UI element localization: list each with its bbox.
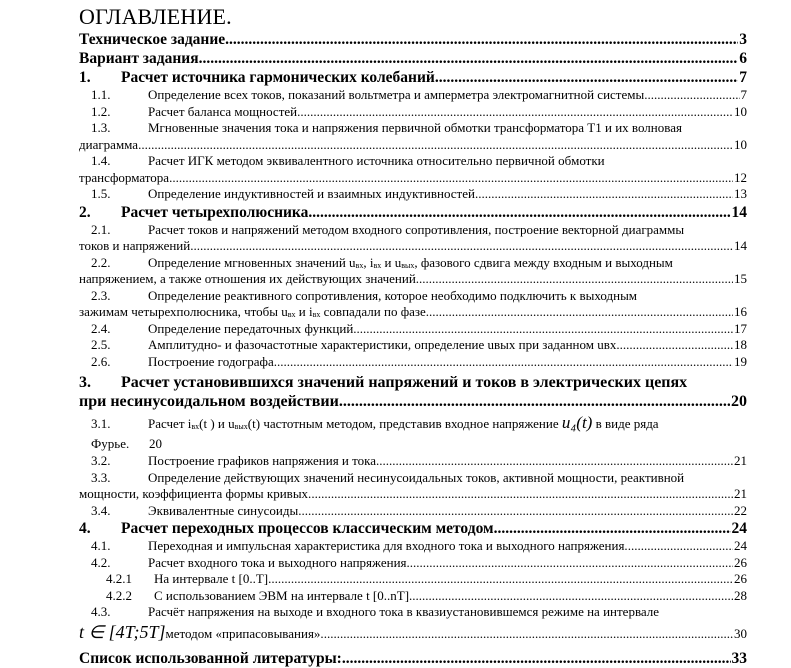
toc-entry-text: Расчет токов и напряжений методом входного сопротивления, построение векторной диаграммы	[148, 221, 685, 237]
toc-page-number: 20	[731, 393, 747, 410]
text-part: , i	[363, 254, 374, 270]
toc-entry-text: Список использованной литературы:	[79, 649, 342, 667]
leader-dots	[410, 555, 733, 572]
toc-entry-text-continued: при несинусоидальном воздействии.	[79, 393, 343, 410]
leader-dots	[343, 392, 730, 411]
toc-entry-number: 2.6.	[91, 353, 111, 369]
text-part: зажимам четырехполюсника, чтобы u	[79, 304, 288, 319]
toc-entry-text: Определение всех токов, показаний вольтметра и амперметра электромагнитной системы.	[148, 87, 648, 102]
formula-u4t: u₄(t)	[561, 413, 593, 432]
toc-entry-2-1[interactable]	[79, 222, 747, 255]
toc-entry-number: 1.	[79, 69, 91, 86]
toc-entry-1-2[interactable]	[79, 104, 747, 121]
text-part: совпадали по фазе.	[320, 304, 430, 319]
leader-dots	[620, 337, 733, 354]
toc-entry-number: 3.	[79, 374, 91, 391]
leader-dots	[324, 623, 733, 643]
toc-page-number: 26	[734, 571, 747, 586]
toc-entry-number: 4.2.	[91, 554, 111, 570]
toc-entry-text: Расчет установившихся значений напряжений и токов в электрических цепях	[121, 374, 688, 391]
toc-entry-4[interactable]	[79, 519, 747, 538]
toc-entry-text	[148, 255, 673, 272]
toc-entry-1-3[interactable]	[79, 120, 747, 153]
toc-entry-text-continued	[79, 304, 429, 321]
toc-page-number: 14	[734, 238, 747, 253]
toc-title: ОГЛАВЛЕНИЕ.	[79, 4, 232, 29]
toc-entry-number: 1.5.	[91, 186, 111, 201]
subscript: вх	[312, 310, 321, 319]
toc-entry-2-3[interactable]	[79, 288, 747, 321]
toc-entry-text-continued: мощности, коэффициента формы кривых.	[79, 486, 312, 501]
formula-interval: t ∈ [4T;5T]	[79, 621, 166, 642]
toc-entry-text: Определение передаточных функций	[148, 320, 354, 336]
leader-dots	[429, 304, 733, 321]
toc-entry-technical-task[interactable]	[79, 30, 747, 49]
leader-dots	[308, 203, 730, 222]
leader-dots	[342, 649, 731, 668]
toc-entry-text: Определение индуктивностей и взаимных индуктивностей.	[148, 186, 479, 201]
toc-entry-number: 3.4.	[91, 502, 111, 518]
toc-entry-text: На интервале t [0..T].	[154, 571, 272, 586]
toc-entry-text-continued: трансформатора.	[79, 169, 173, 185]
toc-page-number: 16	[734, 304, 747, 319]
toc-entry-text: С использованием ЭВМ на интервале t [0..nT].	[154, 587, 413, 603]
toc-page-number: 6	[739, 50, 747, 67]
leader-dots	[497, 519, 730, 538]
leader-dots	[193, 238, 733, 255]
toc-page-number: 22	[734, 502, 747, 518]
toc-entry-text: Эквивалентные синусоиды.	[148, 502, 302, 518]
text-part: (t ) и u	[199, 416, 235, 431]
toc-entry-text: Расчет источника гармонических колебаний	[121, 69, 435, 86]
table-of-contents	[79, 0, 747, 668]
toc-entry-3-1[interactable]	[79, 411, 747, 453]
toc-entry-number: 2.1.	[91, 221, 111, 237]
leader-dots	[141, 137, 733, 154]
toc-page-number: 3	[739, 31, 747, 48]
toc-entry-text: Расчет переходных процессов классическим методом.	[121, 520, 498, 537]
toc-page-number: 30	[734, 625, 747, 641]
toc-page-number: 15	[734, 271, 747, 286]
toc-page-number: 12	[734, 169, 747, 185]
leader-dots	[412, 588, 733, 605]
toc-page-number: 10	[734, 103, 747, 119]
toc-page-number: 14	[731, 203, 747, 221]
leader-dots	[628, 538, 733, 555]
toc-entry-text	[148, 411, 659, 433]
toc-entry-3[interactable]	[79, 373, 747, 411]
text-part: Определение мгновенных значений u	[148, 254, 356, 270]
toc-entry-3-2[interactable]	[79, 453, 747, 470]
text-part: , фазового сдвига между входным и выходным	[414, 254, 673, 270]
toc-entry-number: 4.	[79, 520, 91, 537]
toc-page-number: 26	[734, 554, 747, 570]
leader-dots	[416, 271, 733, 288]
leader-dots	[300, 104, 733, 121]
leader-dots	[172, 170, 733, 187]
toc-entry-text: Переходная и импульсная характеристика для входного тока и выходного напряжения.	[148, 538, 628, 553]
subscript: вх	[287, 310, 296, 319]
toc-entry-number: 2.	[79, 203, 91, 221]
toc-entry-text: Расчет входного тока и выходного напряжения.	[148, 554, 410, 570]
toc-entry-text: Мгновенные значения тока и напряжения первичной обмотки трансформатора Т1 и их волновая	[148, 120, 682, 135]
toc-entry-3-4[interactable]	[79, 503, 747, 520]
toc-entry-2-4[interactable]	[79, 321, 747, 338]
toc-page-number: 10	[734, 136, 747, 152]
toc-entry-1-1[interactable]	[79, 87, 747, 104]
toc-page-number: 28	[734, 587, 747, 603]
toc-entry-number: 1.3.	[91, 120, 111, 135]
text-part: Расчет i	[148, 416, 192, 431]
toc-page-number: 17	[734, 320, 747, 336]
leader-dots	[379, 453, 733, 470]
leader-dots	[478, 186, 733, 203]
toc-entry-4-2-1[interactable]	[79, 571, 747, 588]
toc-entry-number: 4.2.2	[106, 587, 132, 603]
toc-entry-text: Определение реактивного сопротивления, которое необходимо подключить к выходным	[148, 287, 638, 303]
toc-page-number: 24	[734, 538, 747, 553]
toc-entry-4-2-2[interactable]	[79, 588, 747, 605]
leader-dots	[311, 486, 733, 503]
toc-entry-number: 2.2.	[91, 254, 111, 270]
toc-entry-text-continued: диаграмма.	[79, 136, 142, 152]
toc-entry-number: 4.3.	[91, 604, 111, 619]
leader-dots	[229, 30, 738, 49]
toc-entry-number: 2.5.	[91, 337, 111, 352]
leader-dots	[277, 354, 733, 371]
subscript: вых	[401, 260, 415, 270]
subscript: вх	[191, 422, 200, 431]
leader-dots	[271, 571, 733, 588]
toc-page-number: 24	[731, 520, 747, 537]
toc-entry-text: Расчет баланса мощностей.	[148, 103, 301, 119]
toc-page-number: 7	[739, 69, 747, 86]
toc-entry-2[interactable]	[79, 203, 747, 222]
toc-page-number: 33	[731, 649, 747, 667]
leader-dots	[353, 321, 733, 338]
text-part: и i	[295, 304, 313, 319]
toc-entry-4-2[interactable]	[79, 555, 747, 572]
text-part: (t) частотным методом, представив входное напряжение	[247, 416, 562, 431]
toc-entry-number: 1.2.	[91, 103, 111, 119]
toc-entry-number: 2.3.	[91, 287, 111, 303]
text-part: и u	[381, 254, 402, 270]
toc-entry-4-3[interactable]	[79, 604, 747, 643]
toc-entry-text-continued: токов и напряжений.	[79, 238, 194, 253]
toc-entry-3-3[interactable]	[79, 470, 747, 503]
toc-entry-text: Вариант задания.	[79, 50, 203, 67]
toc-entry-text-continued: напряжением, а также отношения их действующих значений	[79, 271, 416, 286]
toc-entry-number: 4.1.	[91, 538, 111, 553]
toc-entry-number: 3.2.	[91, 453, 111, 468]
toc-page-number: 20	[149, 436, 162, 451]
toc-entry-2-6[interactable]	[79, 354, 747, 371]
toc-page-number: 21	[734, 486, 747, 501]
toc-entry-text: Амплитудно- и фазочастотные характеристики, определение uвых при заданном uвх.	[148, 337, 620, 352]
toc-entry-number: 3.3.	[91, 469, 111, 485]
leader-dots	[647, 87, 739, 104]
toc-entry-text: Расчёт напряжения на выходе и входного тока в квазиустановившемся режиме на интервале	[148, 604, 660, 619]
toc-entry-number: 4.2.1	[106, 571, 132, 586]
toc-entry-text: Определение действующих значений несинусоидальных токов, активной мощности, реактивной	[148, 469, 685, 485]
toc-entry-text-continued: Фурье.	[91, 436, 130, 451]
toc-entry-number: 3.1.	[91, 416, 111, 431]
toc-entry-number: 1.4.	[91, 153, 111, 168]
subscript: вх	[355, 260, 364, 270]
toc-entry-number: 2.4.	[91, 320, 111, 336]
toc-page-number: 13	[734, 186, 747, 201]
text-part: в виде ряда	[592, 416, 659, 431]
toc-entry-1-5[interactable]	[79, 186, 747, 203]
toc-entry-4-1[interactable]	[79, 538, 747, 555]
toc-entry-2-2[interactable]	[79, 255, 747, 288]
toc-entry-text: Техническое задание.	[79, 31, 230, 48]
toc-page-number: 19	[734, 353, 747, 369]
leader-dots	[435, 68, 738, 87]
toc-entry-2-5[interactable]	[79, 337, 747, 354]
toc-entry-text: Построение графиков напряжения и тока.	[148, 453, 380, 468]
toc-entry-references[interactable]	[79, 649, 747, 668]
toc-entry-text-continued: методом «припасовывания».	[165, 625, 324, 641]
toc-entry-1[interactable]	[79, 68, 747, 87]
leader-dots	[301, 503, 733, 520]
toc-page-number: 18	[734, 337, 747, 352]
toc-page-number: 21	[734, 453, 747, 468]
toc-entry-text: Расчет ИГК методом эквивалентного источника относительно первичной обмотки	[148, 153, 605, 168]
toc-page-number: 7	[740, 87, 747, 102]
toc-entry-text: Расчет четырехполюсника	[121, 203, 309, 221]
leader-dots	[203, 49, 739, 68]
toc-entry-number: 1.1.	[91, 87, 111, 102]
subscript: вых	[234, 422, 248, 431]
toc-entry-text: Построение годографа.	[148, 353, 277, 369]
toc-entry-variant[interactable]	[79, 49, 747, 68]
toc-entry-1-4[interactable]	[79, 153, 747, 186]
subscript: вх	[373, 260, 382, 270]
